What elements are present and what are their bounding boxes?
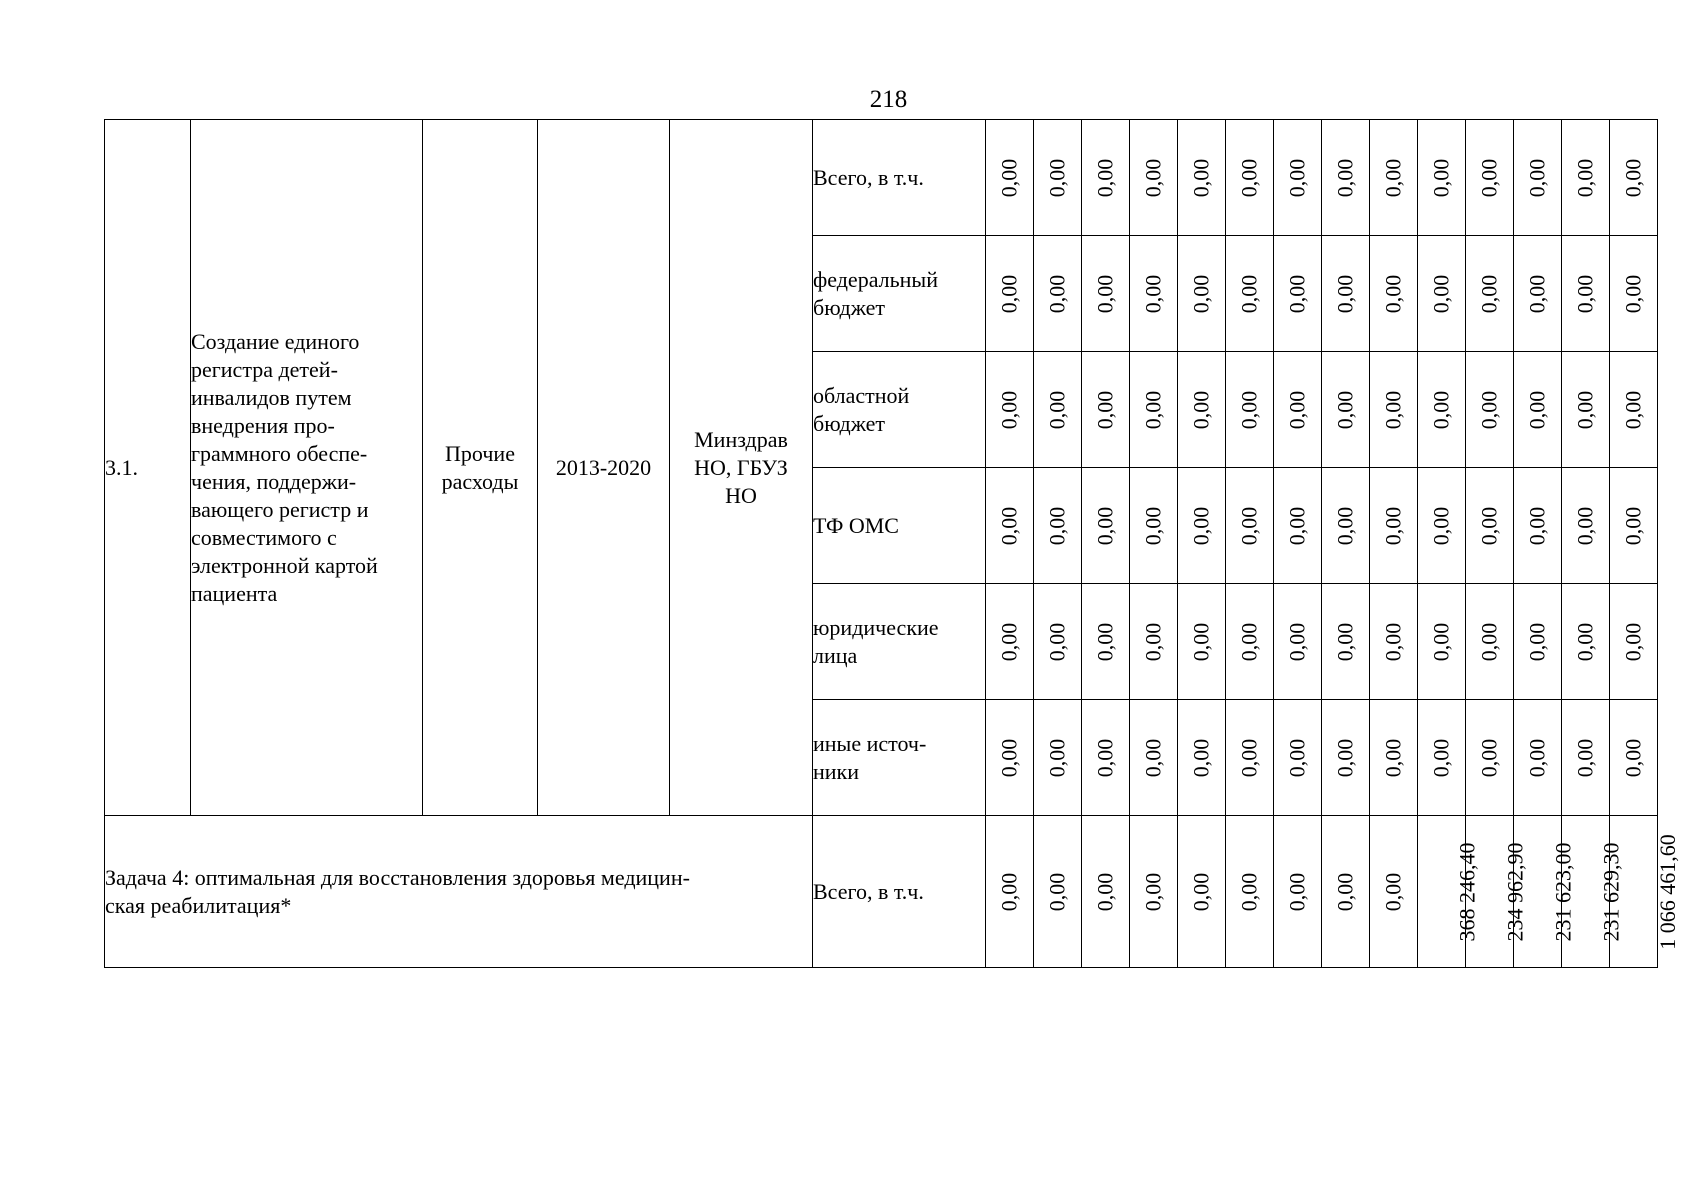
value: 0,00 xyxy=(996,158,1022,197)
value: 0,00 xyxy=(1140,274,1166,313)
value: 0,00 xyxy=(1476,622,1502,661)
task-value: 234 962,90 xyxy=(1502,842,1528,941)
value: 0,00 xyxy=(1188,506,1214,545)
value-cell xyxy=(1178,120,1226,236)
funding-source-line: лица xyxy=(813,642,858,668)
value: 0,00 xyxy=(1428,622,1454,661)
activity-name-line: внедрения про- xyxy=(191,412,335,438)
activity-name-line: чения, поддержи- xyxy=(191,468,357,494)
value: 0,00 xyxy=(1188,390,1214,429)
value: 0,00 xyxy=(1092,738,1118,777)
expense-type-line: Прочие xyxy=(445,440,515,466)
value: 0,00 xyxy=(1140,738,1166,777)
value-cell xyxy=(1610,468,1658,584)
task-value-cell xyxy=(1178,816,1226,968)
value: 0,00 xyxy=(1476,738,1502,777)
funding-source-line: ТФ ОМС xyxy=(813,512,899,538)
value-cell xyxy=(1466,584,1514,700)
value: 0,00 xyxy=(1044,738,1070,777)
task-value: 368 246,40 xyxy=(1454,842,1480,941)
value-cell xyxy=(1418,584,1466,700)
executor-line: НО, ГБУЗ xyxy=(694,454,788,480)
value-cell xyxy=(1370,584,1418,700)
value-cell xyxy=(1274,352,1322,468)
value: 0,00 xyxy=(996,738,1022,777)
funding-source-line: областной xyxy=(813,382,910,408)
funding-source-line: Всего, в т.ч. xyxy=(813,164,924,190)
value: 0,00 xyxy=(1188,274,1214,313)
value-cell xyxy=(1514,468,1562,584)
value: 0,00 xyxy=(1140,390,1166,429)
value-cell xyxy=(1610,352,1658,468)
value: 0,00 xyxy=(1188,158,1214,197)
activity-name-line: инвалидов путем xyxy=(191,384,352,410)
funding-source-line: юридические xyxy=(813,614,939,640)
value: 0,00 xyxy=(1572,158,1598,197)
funding-source xyxy=(813,468,986,584)
value: 0,00 xyxy=(1044,622,1070,661)
task-value-cell xyxy=(1034,816,1082,968)
value-cell xyxy=(1274,120,1322,236)
value: 0,00 xyxy=(996,622,1022,661)
task-value: 0,00 xyxy=(1188,872,1214,911)
task-value: 231 623,00 xyxy=(1550,842,1576,941)
activity-name-line: пациента xyxy=(191,580,278,606)
task-title xyxy=(105,816,813,968)
value: 0,00 xyxy=(1284,622,1310,661)
value: 0,00 xyxy=(1476,158,1502,197)
value: 0,00 xyxy=(1092,158,1118,197)
value-cell xyxy=(1322,120,1370,236)
activity-name-line: Создание единого xyxy=(191,328,360,354)
task-value: 0,00 xyxy=(996,872,1022,911)
value-cell xyxy=(1562,468,1610,584)
value-cell xyxy=(1466,236,1514,352)
value: 0,00 xyxy=(1044,506,1070,545)
value: 0,00 xyxy=(1524,390,1550,429)
value: 0,00 xyxy=(1476,506,1502,545)
value-cell xyxy=(986,584,1034,700)
funding-source-line: ники xyxy=(813,758,860,784)
value: 0,00 xyxy=(1044,274,1070,313)
funding-source xyxy=(813,352,986,468)
value: 0,00 xyxy=(1236,390,1262,429)
value: 0,00 xyxy=(1332,506,1358,545)
task-value-cell xyxy=(986,816,1034,968)
value-cell xyxy=(1514,120,1562,236)
value-cell xyxy=(986,120,1034,236)
value: 0,00 xyxy=(1620,158,1646,197)
value: 0,00 xyxy=(1620,738,1646,777)
value-cell xyxy=(1082,468,1130,584)
value-cell xyxy=(1082,236,1130,352)
value: 0,00 xyxy=(1476,390,1502,429)
activity-name-line: граммного обеспе- xyxy=(191,440,368,466)
value-cell xyxy=(1130,584,1178,700)
funding-source-line: федеральный xyxy=(813,266,938,292)
value: 0,00 xyxy=(1332,390,1358,429)
value: 0,00 xyxy=(1092,274,1118,313)
funding-source xyxy=(813,236,986,352)
financing-table xyxy=(104,119,1680,968)
value-cell xyxy=(1130,120,1178,236)
task-value: 0,00 xyxy=(1284,872,1310,911)
value-cell xyxy=(1034,700,1082,816)
value-cell xyxy=(1610,700,1658,816)
value: 0,00 xyxy=(1236,738,1262,777)
activity-name-line: совместимого с xyxy=(191,524,337,550)
value-cell xyxy=(1370,352,1418,468)
value-cell xyxy=(986,236,1034,352)
value-cell xyxy=(1178,468,1226,584)
value: 0,00 xyxy=(1236,274,1262,313)
value-cell xyxy=(1082,120,1130,236)
value: 0,00 xyxy=(1236,158,1262,197)
value: 0,00 xyxy=(1380,622,1406,661)
funding-source xyxy=(813,120,986,236)
value: 0,00 xyxy=(1572,738,1598,777)
value: 0,00 xyxy=(1332,622,1358,661)
task-value: 0,00 xyxy=(1332,872,1358,911)
task-funding-source: Всего, в т.ч. xyxy=(813,816,986,968)
value: 0,00 xyxy=(1620,390,1646,429)
value-cell xyxy=(1418,236,1466,352)
value-cell xyxy=(1514,584,1562,700)
value: 0,00 xyxy=(1140,506,1166,545)
value: 0,00 xyxy=(1572,274,1598,313)
funding-source-line: бюджет xyxy=(813,294,885,320)
task-value: 231 629,30 xyxy=(1598,842,1624,941)
task-value-cell xyxy=(1370,816,1418,968)
task-row xyxy=(105,816,1658,968)
value-cell xyxy=(1418,468,1466,584)
value: 0,00 xyxy=(1044,158,1070,197)
value: 0,00 xyxy=(1380,390,1406,429)
value-cell xyxy=(986,468,1034,584)
value-cell xyxy=(1322,584,1370,700)
activity-name xyxy=(191,120,423,816)
value-cell xyxy=(1322,468,1370,584)
value-cell xyxy=(1178,352,1226,468)
value: 0,00 xyxy=(1476,274,1502,313)
value: 0,00 xyxy=(1428,390,1454,429)
value: 0,00 xyxy=(1428,274,1454,313)
value-cell xyxy=(1274,700,1322,816)
value: 0,00 xyxy=(1236,622,1262,661)
value: 0,00 xyxy=(1092,622,1118,661)
value-cell xyxy=(1034,584,1082,700)
value-cell xyxy=(1034,352,1082,468)
value: 0,00 xyxy=(1188,622,1214,661)
value-cell xyxy=(1226,700,1274,816)
value-cell xyxy=(1274,584,1322,700)
value: 0,00 xyxy=(1524,622,1550,661)
value-cell xyxy=(1610,120,1658,236)
value: 0,00 xyxy=(1284,738,1310,777)
value: 0,00 xyxy=(1620,274,1646,313)
activity-name-line: регистра детей- xyxy=(191,356,338,382)
value-cell xyxy=(1322,352,1370,468)
value-cell xyxy=(1178,700,1226,816)
value: 0,00 xyxy=(1380,506,1406,545)
task-value-cell xyxy=(1082,816,1130,968)
value-cell xyxy=(1034,236,1082,352)
value-cell xyxy=(1370,236,1418,352)
value: 0,00 xyxy=(1284,274,1310,313)
funding-source xyxy=(813,700,986,816)
page-number: 218 xyxy=(869,86,908,113)
funding-source xyxy=(813,584,986,700)
value: 0,00 xyxy=(1332,158,1358,197)
value-cell xyxy=(1610,584,1658,700)
value: 0,00 xyxy=(1284,390,1310,429)
value: 0,00 xyxy=(1332,274,1358,313)
value-cell xyxy=(1370,120,1418,236)
value-cell xyxy=(1226,120,1274,236)
activity-name-line: электронной картой xyxy=(191,552,378,578)
value: 0,00 xyxy=(1380,158,1406,197)
value-cell xyxy=(1082,584,1130,700)
task-title-line: ская реабилитация* xyxy=(105,892,292,918)
task-value: 0,00 xyxy=(1092,872,1118,911)
task-value-cell xyxy=(1418,816,1480,968)
value: 0,00 xyxy=(996,390,1022,429)
task-value: 0,00 xyxy=(1380,872,1406,911)
value-cell xyxy=(1466,352,1514,468)
value-cell xyxy=(1178,584,1226,700)
activity-name-line: вающего регистр и xyxy=(191,496,369,522)
value: 0,00 xyxy=(1620,622,1646,661)
value-cell xyxy=(1418,352,1466,468)
value-cell xyxy=(1514,236,1562,352)
value: 0,00 xyxy=(1284,506,1310,545)
value: 0,00 xyxy=(1236,506,1262,545)
value-cell xyxy=(1370,700,1418,816)
value-cell xyxy=(1610,236,1658,352)
value: 0,00 xyxy=(1524,274,1550,313)
expense-type-line: расходы xyxy=(441,468,519,494)
value: 0,00 xyxy=(1524,158,1550,197)
task-value: 1 066 461,60 xyxy=(1654,833,1680,950)
task-value-cell xyxy=(1130,816,1178,968)
value-cell xyxy=(1130,236,1178,352)
value: 0,00 xyxy=(1572,390,1598,429)
value: 0,00 xyxy=(996,274,1022,313)
value: 0,00 xyxy=(1572,622,1598,661)
value-cell xyxy=(1562,352,1610,468)
value: 0,00 xyxy=(1188,738,1214,777)
table-row xyxy=(105,120,1658,236)
value: 0,00 xyxy=(996,506,1022,545)
value-cell xyxy=(1082,700,1130,816)
funding-source-line: иные источ- xyxy=(813,730,927,756)
task-value: 0,00 xyxy=(1044,872,1070,911)
value: 0,00 xyxy=(1428,506,1454,545)
value: 0,00 xyxy=(1572,506,1598,545)
value: 0,00 xyxy=(1428,158,1454,197)
value-cell xyxy=(1466,700,1514,816)
funding-source-line: бюджет xyxy=(813,410,885,436)
value-cell xyxy=(1562,584,1610,700)
value-cell xyxy=(1562,120,1610,236)
value-cell xyxy=(1034,468,1082,584)
value-cell xyxy=(1562,700,1610,816)
value-cell xyxy=(1130,468,1178,584)
value-cell xyxy=(1514,352,1562,468)
value: 0,00 xyxy=(1524,738,1550,777)
value: 0,00 xyxy=(1140,622,1166,661)
task-title-line: Задача 4: оптимальная для восстановления здоровья медицин- xyxy=(105,864,690,890)
task-value-cell xyxy=(1274,816,1322,968)
value-cell xyxy=(1130,352,1178,468)
value-cell xyxy=(1034,120,1082,236)
value-cell xyxy=(1226,236,1274,352)
value: 0,00 xyxy=(1428,738,1454,777)
executor-line: Минздрав xyxy=(694,426,788,452)
value: 0,00 xyxy=(1092,506,1118,545)
value: 0,00 xyxy=(1380,274,1406,313)
value-cell xyxy=(1178,236,1226,352)
executor xyxy=(670,120,813,816)
task-value: 0,00 xyxy=(1140,872,1166,911)
task-value-cell xyxy=(1226,816,1274,968)
value-cell xyxy=(1274,236,1322,352)
expense-type xyxy=(423,120,538,816)
value: 0,00 xyxy=(1044,390,1070,429)
period: 2013-2020 xyxy=(538,120,670,816)
value-cell xyxy=(1322,236,1370,352)
value-cell xyxy=(986,700,1034,816)
value: 0,00 xyxy=(1332,738,1358,777)
value-cell xyxy=(1130,700,1178,816)
value: 0,00 xyxy=(1140,158,1166,197)
value: 0,00 xyxy=(1524,506,1550,545)
task-value-cell xyxy=(1322,816,1370,968)
value-cell xyxy=(1514,700,1562,816)
executor-line: НО xyxy=(725,482,757,508)
value-cell xyxy=(1226,352,1274,468)
value-cell xyxy=(1226,468,1274,584)
value: 0,00 xyxy=(1284,158,1310,197)
value: 0,00 xyxy=(1092,390,1118,429)
value-cell xyxy=(1082,352,1130,468)
value-cell xyxy=(1322,700,1370,816)
value-cell xyxy=(1418,700,1466,816)
value-cell xyxy=(1418,120,1466,236)
value-cell xyxy=(1562,236,1610,352)
value-cell xyxy=(1466,468,1514,584)
value: 0,00 xyxy=(1380,738,1406,777)
value-cell xyxy=(1466,120,1514,236)
activity-number: 3.1. xyxy=(105,120,191,816)
value-cell xyxy=(1274,468,1322,584)
value-cell xyxy=(986,352,1034,468)
value: 0,00 xyxy=(1620,506,1646,545)
value-cell xyxy=(1370,468,1418,584)
value-cell xyxy=(1226,584,1274,700)
task-value: 0,00 xyxy=(1236,872,1262,911)
